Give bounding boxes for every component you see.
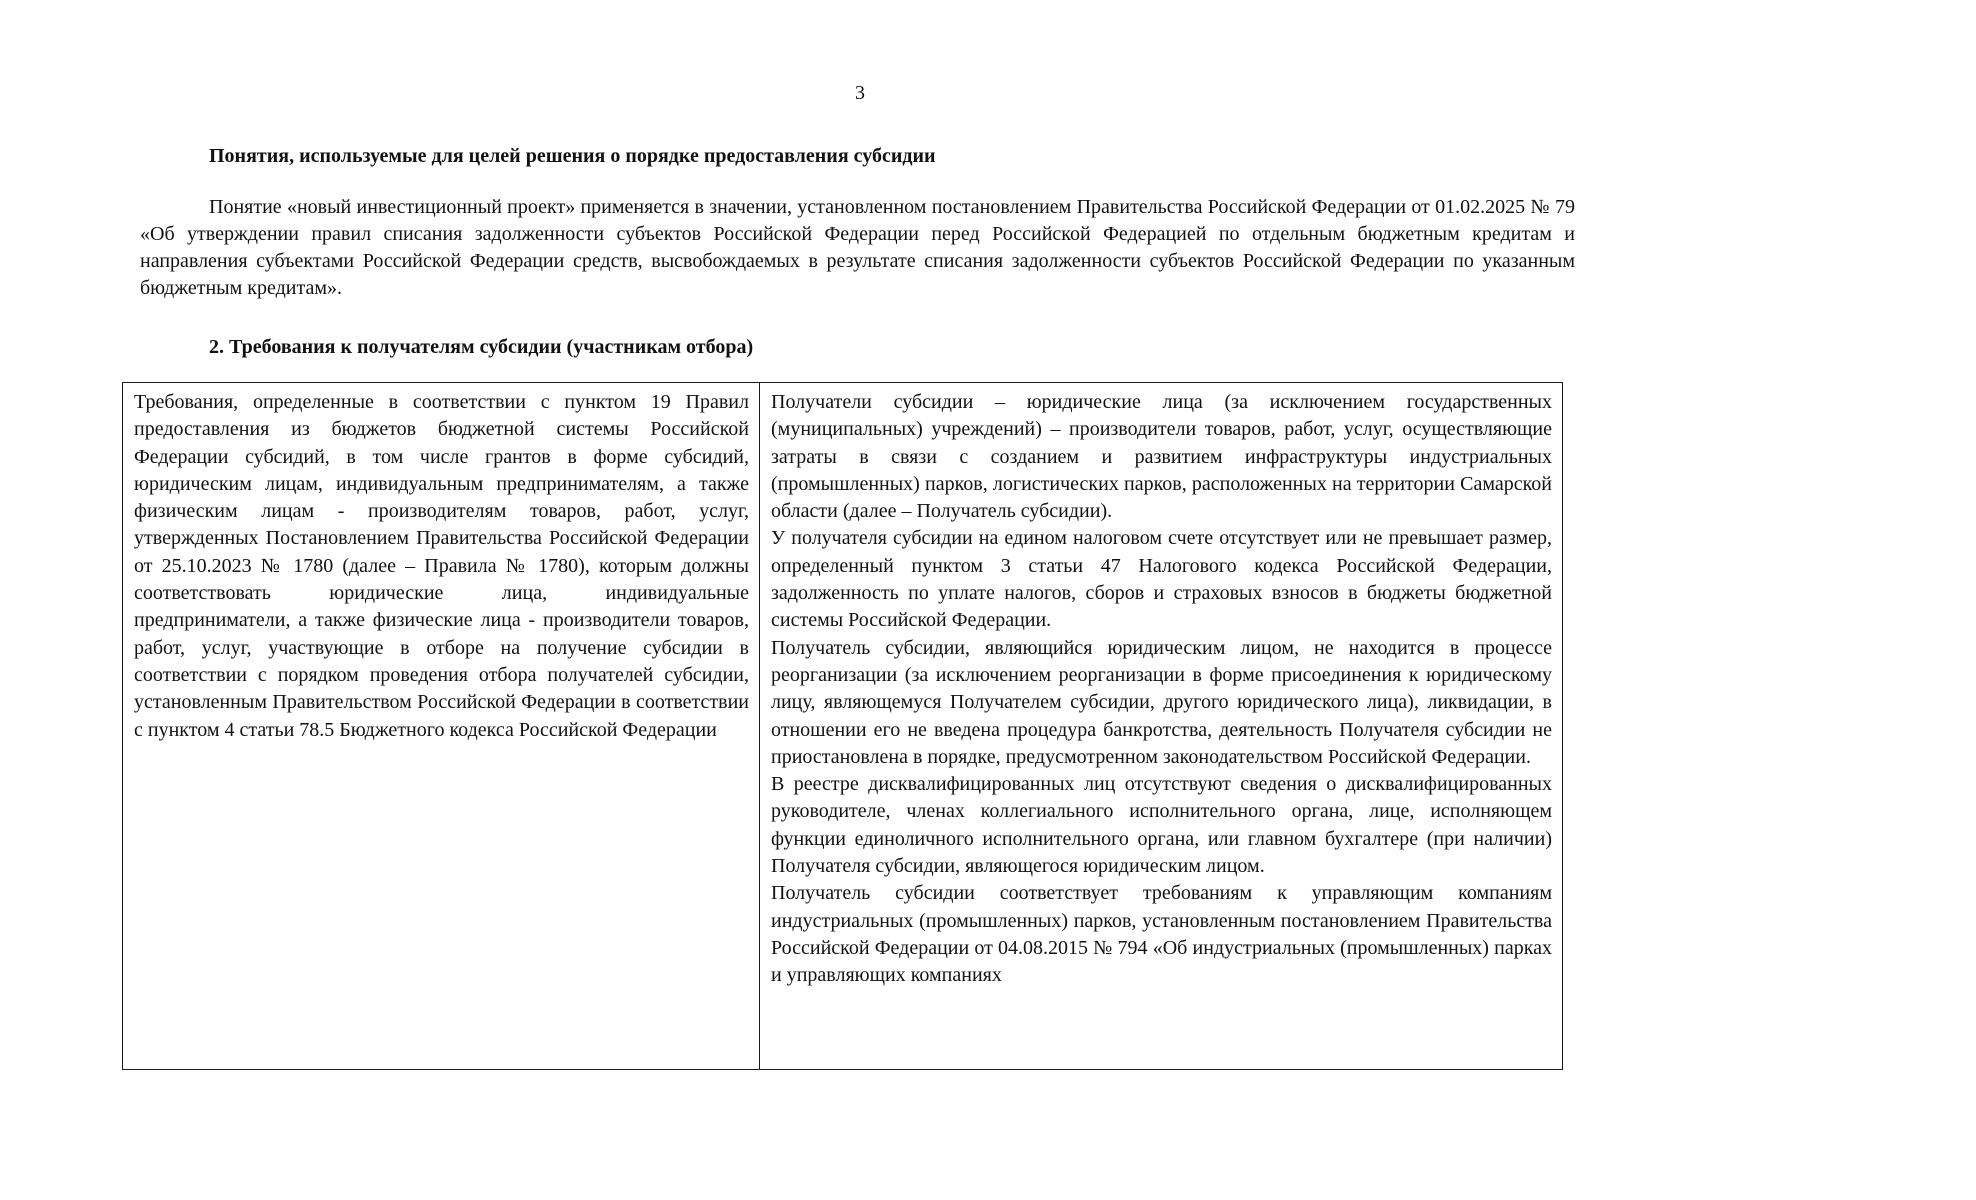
definitions-paragraph: Понятие «новый инвестиционный проект» применяется в значении, установленном постановлением Правительства Российской Федерации от 01.02.2025 № 79 «Об утверждении правил списания задолженности субъектов Российской Федерации перед Российской Федерацией по отдельным бюджетным кредитам и направления субъектами Российской Федерации средств, высвобождаемых в результате списания задолженности субъектов Российской Федерации по указанным бюджетным кредитам». xyxy=(140,196,1575,299)
requirements-heading: 2. Требования к получателям субсидии (участникам отбора) xyxy=(209,336,754,358)
left-cell-text: Требования, определенные в соответствии с пунктом 19 Правил предоставления из бюджетов бюджетной системы Российской Федерации субсидий, в том числе грантов в форме субсидий, юридическим лицам, индивидуальным предпринимателям, а также физическим лицам - производителям товаров, работ, услуг, утвержденных Постановлением Правительства Российской Федерации от 25.10.2023 № 1780 (далее – Правила № 1780), которым должны соответствовать юридические лица, индивидуальные предприниматели, а также физические лица - производители товаров, работ, услуг, участвующие в отборе на получение субсидии в соответствии с порядком проведения отбора получателей субсидии, установленным Правительством Российской Федерации в соответствии с пунктом 4 статьи 78.5 Бюджетного кодекса Российской Федерации xyxy=(134,391,749,741)
right-cell-paragraph: В реестре дисквалифицированных лиц отсутствуют сведения о дисквалифицированных руководителе, членах коллегиального исполнительного органа, лице, исполняющем функции единоличного исполнительного органа, или главном бухгалтере (при наличии) Получателя субсидии, являющегося юридическим лицом. xyxy=(771,773,1552,878)
page-number: 3 xyxy=(855,82,865,104)
requirements-right-cell xyxy=(760,383,1563,1070)
right-cell-paragraph: Получатель субсидии, являющийся юридическим лицом, не находится в процессе реорганизации (за исключением реорганизации в форме присоединения к юридическому лицу, являющемуся Получателем субсидии, другого юридического лица), ликвидации, в отношении его не введена процедура банкротства, деятельность Получателя субсидии не приостановлена в порядке, предусмотренном законодательством Российской Федерации. xyxy=(771,636,1552,768)
right-cell-paragraph: Получатели субсидии – юридические лица (за исключением государственных (муниципальных) учреждений) – производители товаров, работ, услуг, осуществляющие затраты в связи с созданием и развитием инфраструктуры индустриальных (промышленных) парков, логистических парков, расположенных на территории Самарской области (далее – Получатель субсидии). xyxy=(771,391,1552,523)
definitions-heading: Понятия, используемые для целей решения о порядке предоставления субсидии xyxy=(209,145,936,167)
requirements-table xyxy=(122,382,1563,1070)
right-cell-paragraph: Получатель субсидии соответствует требованиям к управляющим компаниям индустриальных (промышленных) парков, установленным постановлением Правительства Российской Федерации от 04.08.2015 № 794 «Об индустриальных (промышленных) парках и управляющих компаниях xyxy=(771,882,1552,987)
requirements-left-cell xyxy=(123,383,760,1070)
table-row xyxy=(123,383,1563,1070)
right-cell-paragraph: У получателя субсидии на едином налоговом счете отсутствует или не превышает размер, определенный пунктом 3 статьи 47 Налогового кодекса Российской Федерации, задолженность по уплате налогов, сборов и страховых взносов в бюджеты бюджетной системы Российской Федерации. xyxy=(771,527,1552,632)
